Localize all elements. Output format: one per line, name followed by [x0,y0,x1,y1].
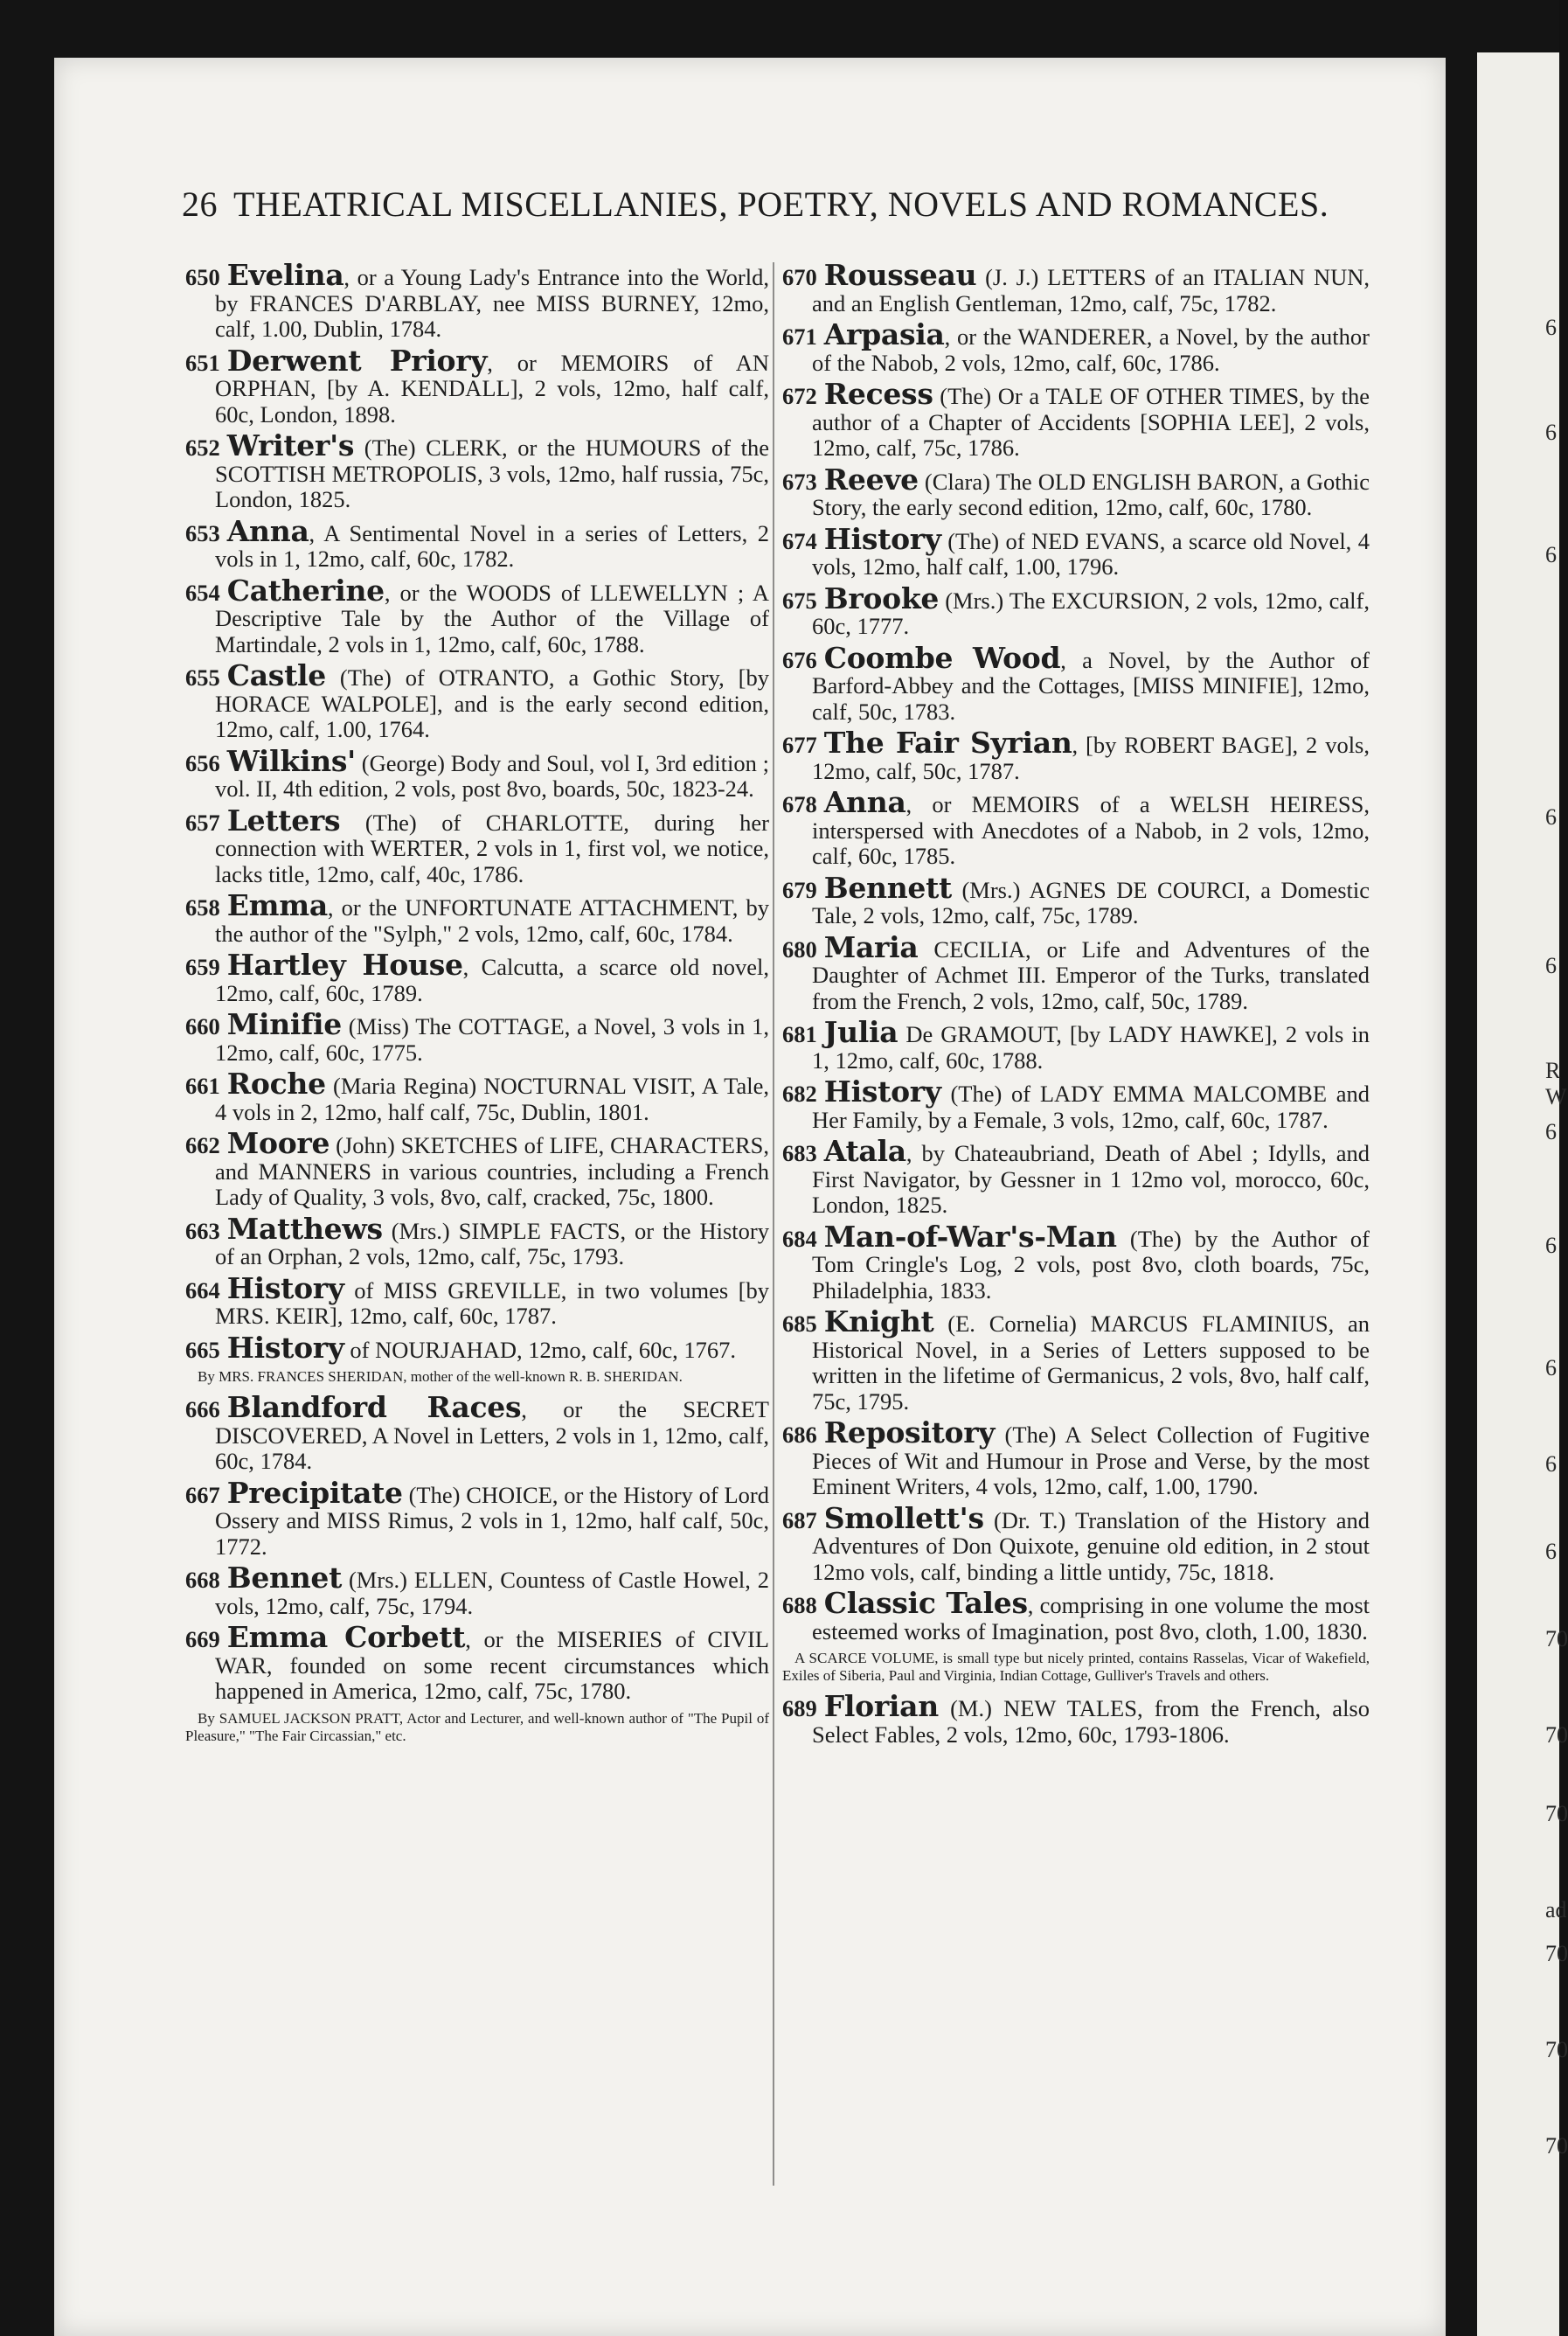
entry-number: 685 [782,1311,817,1337]
entry-headword: Emma Corbett [226,1620,466,1654]
entry-description: (Mrs.) The EXCURSION, 2 vols, 12mo, calf, 60c, 1777. [812,587,1370,639]
catalogue-entry [782,521,1370,581]
entry-headword: Catherine [226,573,385,608]
catalogue-entry [782,726,1370,784]
entry-number: 681 [782,1021,817,1047]
entry-headword: The Fair Syrian [823,726,1072,760]
entry-headword: Letters [226,803,341,838]
entry-description: , a Novel, by the Author of Barford-Abbey and the Cottages, [MISS MINIFIE], 12mo, calf, 50c, 1783. [812,646,1370,725]
entry-headword: Repository [823,1415,996,1450]
adjacent-page-fragment: 6 [1545,1451,1557,1477]
catalogue-entry [782,1074,1370,1133]
entry-number: 666 [185,1396,220,1422]
entry-number: 651 [185,349,220,376]
entry-description: , or the WOODS of LLEWELLYN ; A Descriptive Tale by the Author of the Village of Martindale, 2 vols in 1, 12mo, calf, 60c, 1788. [215,579,769,657]
catalogue-entry [185,948,770,1006]
catalogue-entry [185,888,769,947]
adjacent-page-fragment: 6 [1545,315,1557,340]
entry-headword: Recess [823,377,933,411]
entry-number: 677 [782,732,817,758]
entry-description: (The) A Select Collection of Fugitive Pieces of Wit and Humour in Prose and Verse, by the most Eminent Writers, 4 vols, 12mo, calf, 1.00, 1790. [812,1422,1370,1499]
entry-number: 658 [185,894,220,921]
catalogue-entry [185,1475,769,1561]
catalogue-entry [782,1219,1370,1304]
entry-description: , comprising in one volume the most esteemed works of Imagination, post 8vo, cloth, 1.00, 1830. [812,1592,1370,1644]
entry-description: (The) of CHARLOTTE, during her connection with WERTER, 2 vols in 1, first vol, we notice, lacks title, 12mo, calf, 40c, 1786. [215,809,769,887]
entry-number: 688 [782,1592,817,1618]
entry-number: 674 [782,527,817,554]
entry-number: 689 [782,1695,817,1721]
adjacent-page-fragment: 6 [1545,1539,1557,1564]
entry-description: (John) SKETCHES of LIFE, CHARACTERS, and MANNERS in various countries, including a French Lady of Quality, 3 vols, 8vo, calf, cracked, 75c, 1800. [215,1132,769,1210]
catalogue-entry [782,640,1370,726]
right-column [782,258,1370,1753]
entry-description: (The) of OTRANTO, a Gothic Story, [by HORACE WALPOLE], and is the early second edition, 12mo, calf, 1.00, 1764. [215,664,769,742]
entry-headword: Man-of-War's-Man [823,1219,1117,1254]
catalogue-entry [185,573,769,658]
entry-headword: Florian [823,1689,939,1723]
catalogue-entry [782,1689,1370,1748]
entry-number: 659 [185,954,220,980]
entry-number: 655 [185,664,220,691]
entry-number: 663 [185,1217,220,1244]
entry-number: 653 [185,519,220,546]
column-divider [773,262,774,2186]
entry-number: 687 [782,1506,817,1533]
catalogue-entry [185,258,769,343]
entry-number: 656 [185,749,220,776]
entry-number: 661 [185,1073,220,1099]
entry-headword: Smollett's [823,1500,984,1535]
entry-description: (The) Or a TALE OF OTHER TIMES, by the author of a Chapter of Accidents [SOPHIA LEE], 2 vols, 12mo, calf, 75c, 1786. [812,383,1370,461]
catalogue-entry [782,1134,1370,1219]
catalogue-entry [185,1211,769,1270]
entry-number: 665 [185,1336,220,1363]
entry-headword: History [823,1074,941,1109]
catalogue-entry [782,317,1370,376]
catalogue-entry [782,1015,1370,1074]
catalogue-note: By SAMUEL JACKSON PRATT, Actor and Lecturer, and well-known author of "The Pupil of Pleasure," "The Fair Circassian," etc. [185,1709,769,1744]
adjacent-page-fragment: 70 [1545,1626,1568,1651]
catalogue-note: A SCARCE VOLUME, is small type but nicely printed, contains Rasselas, Vicar of Wakefield, Exiles of Siberia, Paul and Virginia, Indian Cottage, Gulliver's Travels and others. [782,1650,1370,1684]
catalogue-entry [185,803,769,888]
entry-number: 671 [782,323,817,350]
entry-headword: Precipitate [226,1475,403,1510]
entry-description: , or MEMOIRS of AN ORPHAN, [by A. KENDALL], 2 vols, 12mo, half calf, 60c, London, 1898. [215,349,769,428]
entry-headword: Knight [823,1304,934,1338]
entry-description: , or the MISERIES of CIVIL WAR, founded on some recent circumstances which happened in America, 12mo, calf, 75c, 1780. [215,1626,769,1704]
adjacent-page-fragment: W [1545,1084,1567,1109]
entry-number: 686 [782,1422,817,1448]
catalogue-entry [185,1270,769,1330]
entry-headword: Reeve [823,462,919,497]
entry-number: 669 [185,1626,220,1652]
running-head-title: THEATRICAL MISCELLANIES, POETRY, NOVELS AND ROMANCES. [233,184,1329,224]
entry-description: (E. Cornelia) MARCUS FLAMINIUS, an Historical Novel, in a Series of Letters supposed to be written in the lifetime of Germanicus, 2 vols, 8vo, half calf, 75c, 1795. [812,1311,1370,1415]
catalogue-entry [185,658,769,743]
entry-headword: Coombe Wood [823,640,1061,675]
catalogue-entry [782,581,1370,640]
entry-headword: Derwent Priory [226,343,488,378]
catalogue-entry [185,1390,769,1475]
adjacent-page-fragment: 70 [1545,2037,1568,2062]
catalogue-entry [185,1067,769,1125]
entry-description: , [by ROBERT BAGE], 2 vols, 12mo, calf, 50c, 1787. [812,732,1370,784]
entry-description: (J. J.) LETTERS of an ITALIAN NUN, and an English Gentleman, 12mo, calf, 75c, 1782. [812,264,1370,316]
catalogue-entry [185,1007,769,1066]
entry-headword: Julia [823,1015,898,1049]
catalogue-entry [185,743,769,803]
entry-headword: Anna [823,785,906,819]
entry-number: 673 [782,468,817,495]
page-number: 26 [182,184,218,224]
entry-description: of NOURJAHAD, 12mo, calf, 60c, 1767. [343,1336,737,1363]
entry-headword: Rousseau [823,258,977,292]
entry-number: 672 [782,383,817,409]
entry-headword: History [226,1330,344,1365]
adjacent-page-fragment: 6 [1545,953,1557,978]
entry-description: , or the UNFORTUNATE ATTACHMENT, by the author of the "Sylph," 2 vols, 12mo, calf, 60c, 1784. [215,894,769,947]
entry-number: 678 [782,791,817,817]
entry-headword: Hartley House [226,948,463,982]
entry-number: 679 [782,876,817,903]
running-head [182,184,1329,225]
entry-description: (M.) NEW TALES, from the French, also Select Fables, 2 vols, 12mo, 60c, 1793-1806. [812,1695,1370,1748]
entry-headword: Writer's [226,428,355,462]
entry-number: 680 [782,935,817,963]
entry-headword: Evelina [226,258,344,292]
entry-description: (The) by the Author of Tom Cringle's Log, 2 vols, post 8vo, cloth boards, 75c, Philadelphia, 1833. [812,1225,1370,1304]
catalogue-entry [782,258,1370,316]
catalogue-entry [782,1500,1370,1586]
entry-headword: Moore [226,1126,330,1160]
catalogue-entry [782,377,1370,462]
entry-headword: Atala [823,1134,906,1168]
entry-headword: Arpasia [823,317,945,351]
entry-description: CECILIA, or Life and Adventures of the Daughter of Achmet III. Emperor of the Turks, translated from the French, 2 vols, 12mo, calf, 50c, 1789. [812,935,1370,1014]
adjacent-page-fragment: 70 [1545,1941,1568,1966]
catalogue-entry [185,1620,769,1705]
left-column [185,258,770,1754]
entry-headword: Minifie [226,1007,342,1041]
catalogue-entry [782,870,1370,929]
catalogue-entry [782,785,1370,870]
entry-headword: Bennett [823,870,953,905]
adjacent-page-fragment: 6 [1545,1233,1557,1258]
entry-headword: Maria [823,929,919,964]
entry-number: 682 [782,1081,817,1107]
entry-description: (The) of NED EVANS, a scarce old Novel, 4 vols, 12mo, half calf, 1.00, 1796. [812,527,1370,580]
entry-description: (Clara) The OLD ENGLISH BARON, a Gothic Story, the early second edition, 12mo, calf, 60c, 1780. [812,468,1370,520]
entry-headword: History [823,521,941,556]
adjacent-page-fragment: 6 [1545,1119,1557,1144]
adjacent-page-fragment: 70 [1545,2133,1568,2159]
entry-headword: Emma [226,888,328,922]
entry-headword: Anna [226,513,309,548]
adjacent-page-fragment: 70 [1545,1801,1568,1826]
entry-number: 668 [185,1567,220,1593]
entry-description: , or a Young Lady's Entrance into the World, by FRANCES D'ARBLAY, nee MISS BURNEY, 12mo, calf, 1.00, Dublin, 1784. [215,264,769,342]
adjacent-page-fragment: 6 [1545,420,1557,445]
entry-headword: Matthews [226,1211,383,1246]
entry-description: , or the WANDERER, a Novel, by the author of the Nabob, 2 vols, 12mo, calf, 60c, 1786. [812,323,1370,376]
adjacent-page-fragment: ad [1545,1897,1567,1922]
adjacent-page-fragment: 6 [1545,542,1557,567]
entry-description: (Mrs.) ELLEN, Countess of Castle Howel, 2 vols, 12mo, calf, 75c, 1794. [215,1567,769,1619]
catalogue-entry [782,462,1370,521]
entry-description: , or MEMOIRS of a WELSH HEIRESS, interspersed with Anecdotes of a Nabob, in 2 vols, 12mo, calf, 60c, 1785. [812,791,1370,869]
catalogue-entry [185,343,769,428]
entry-headword: Wilkins' [226,743,356,778]
entry-number: 660 [185,1013,220,1039]
entry-number: 664 [185,1276,220,1304]
entry-description: De GRAMOUT, [by LADY HAWKE], 2 vols in 1, 12mo, calf, 60c, 1788. [812,1021,1370,1074]
entry-headword: Bennet [226,1561,343,1595]
adjacent-page-edge [1477,52,1568,2336]
entry-description: , by Chateaubriand, Death of Abel ; Idylls, and First Navigator, by Gessner in 1 12mo vol, morocco, 60c, London, 1825. [812,1140,1370,1218]
entry-description: (Mrs.) AGNES DE COURCI, a Domestic Tale, 2 vols, 12mo, calf, 75c, 1789. [812,876,1370,928]
catalogue-entry [782,1304,1370,1415]
catalogue-entry [185,1330,769,1365]
entry-description: of MISS GREVILLE, in two volumes [by MRS. KEIR], 12mo, calf, 60c, 1787. [215,1276,769,1329]
catalogue-entry [782,929,1370,1015]
entry-number: 683 [782,1140,817,1166]
entry-number: 657 [185,809,220,836]
entry-number: 654 [185,579,220,606]
adjacent-page-fragment: 6 [1545,1355,1557,1380]
entry-description: (The) CLERK, or the HUMOURS of the SCOTTISH METROPOLIS, 3 vols, 12mo, half russia, 75c, London, 1825. [215,435,769,512]
entry-description: (Maria Regina) NOCTURNAL VISIT, A Tale, 4 vols in 2, 12mo, half calf, 75c, Dublin, 1801. [215,1073,769,1125]
entry-description: , A Sentimental Novel in a series of Letters, 2 vols in 1, 12mo, calf, 60c, 1782. [215,519,769,572]
entry-description: (Miss) The COTTAGE, a Novel, 3 vols in 1, 12mo, calf, 60c, 1775. [215,1013,769,1066]
entry-headword: Roche [226,1067,326,1101]
entry-headword: Classic Tales [823,1586,1028,1620]
adjacent-page-fragment: R [1545,1058,1561,1083]
adjacent-page-fragment: 70 [1545,1722,1568,1748]
entry-headword: Castle [226,658,326,692]
entry-number: 650 [185,264,220,290]
catalogue-entry [185,428,769,513]
catalogue-entry [782,1415,1370,1500]
entry-number: 684 [782,1225,817,1252]
catalogue-entry [185,1561,769,1619]
catalogue-entry [185,513,769,573]
entry-description: , or the SECRET DISCOVERED, A Novel in Letters, 2 vols in 1, 12mo, calf, 60c, 1784. [215,1396,769,1474]
adjacent-page-fragment: 6 [1545,804,1557,830]
entry-headword: Brooke [823,581,940,615]
entry-number: 675 [782,587,817,614]
entry-number: 670 [782,264,817,290]
entry-number: 662 [185,1132,220,1158]
catalogue-entry [782,1586,1370,1644]
entry-description: (The) of LADY EMMA MALCOMBE and Her Family, by a Female, 3 vols, 12mo, calf, 60c, 1787. [812,1081,1370,1133]
entry-headword: History [226,1270,344,1305]
entry-number: 652 [185,435,220,461]
entry-description: (Dr. T.) Translation of the History and Adventures of Don Quixote, genuine old edition, in 2 stout 12mo vols, calf, binding a little untidy, 75c, 1818. [812,1506,1370,1585]
entry-description: (The) CHOICE, or the History of Lord Ossery and MISS Rimus, 2 vols in 1, 12mo, half calf, 50c, 1772. [215,1481,769,1560]
catalogue-entry [185,1126,769,1211]
entry-number: 676 [782,646,817,673]
entry-description: , Calcutta, a scarce old novel, 12mo, calf, 60c, 1789. [215,954,770,1006]
entry-description: (Mrs.) SIMPLE FACTS, or the History of an Orphan, 2 vols, 12mo, calf, 75c, 1793. [215,1217,769,1269]
entry-headword: Blandford Races [226,1390,522,1424]
entry-description: (George) Body and Soul, vol I, 3rd edition ; vol. II, 4th edition, 2 vols, post 8vo, boards, 50c, 1823-24. [215,749,769,802]
entry-number: 667 [185,1481,220,1508]
catalogue-note: By MRS. FRANCES SHERIDAN, mother of the well-known R. B. SHERIDAN. [198,1368,683,1385]
